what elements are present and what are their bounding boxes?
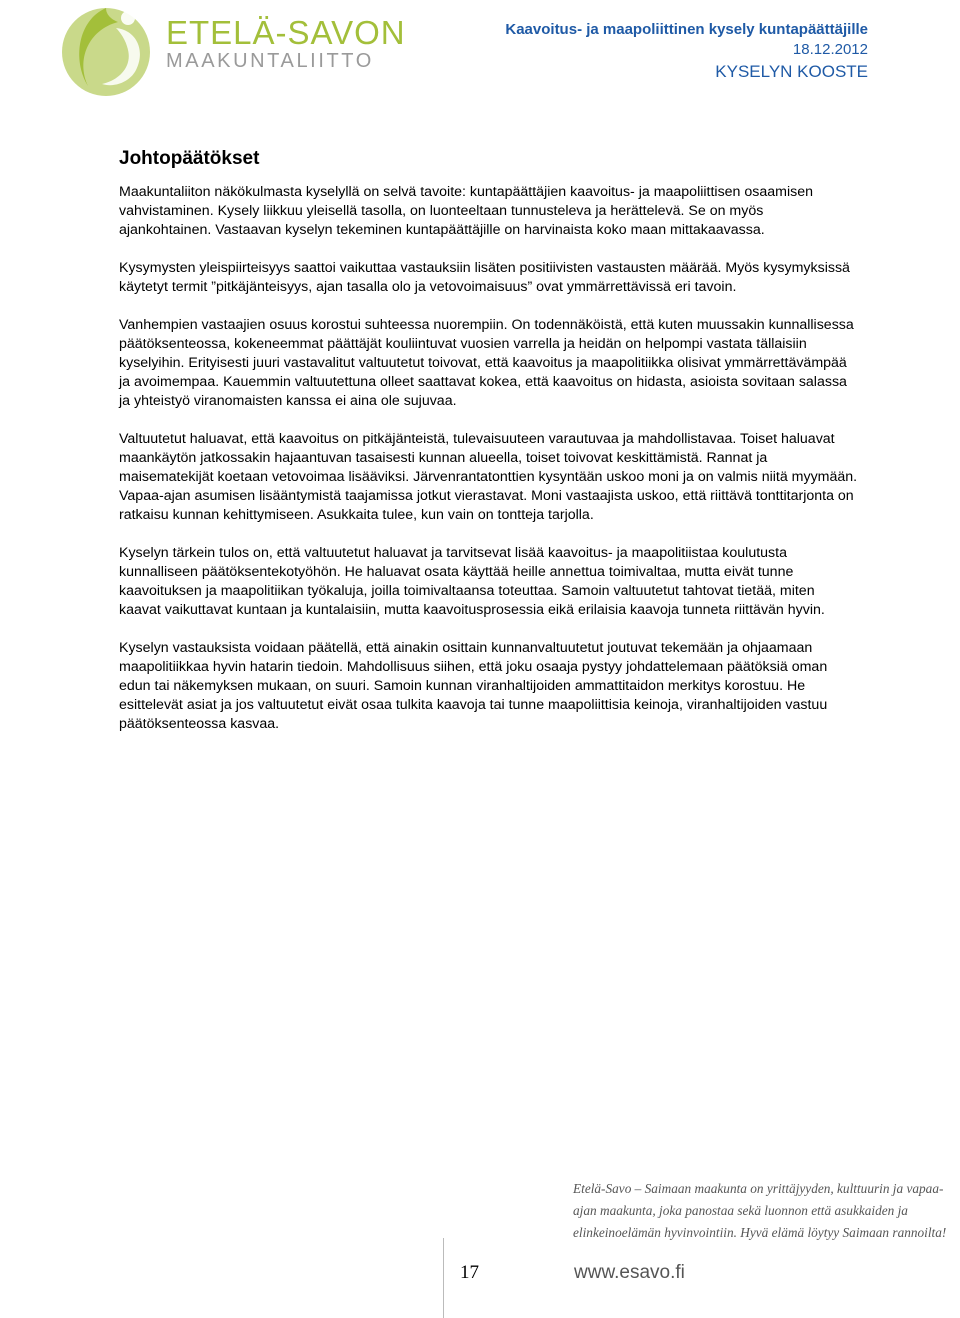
footer-divider bbox=[443, 1238, 444, 1318]
document-date: 18.12.2012 bbox=[792, 41, 868, 58]
tagline-line: elinkeinoelämän hyvinvointiin. Hyvä elämä löytyy Saimaan rannoilta! bbox=[573, 1225, 947, 1240]
section-heading: Johtopäätökset bbox=[119, 148, 260, 169]
main-content bbox=[119, 147, 859, 753]
paragraph: Kyselyn tärkein tulos on, että valtuutetut haluavat ja tarvitsevat lisää kaavoitus- ja maapolitiistaa koulutusta kunnalliseen päätöksentekotyöhön. He haluavat osata käyttää heille annettua toimivaltaa, mutta eivät tunne kaavoituksen ja maapolitiikan työkaluja, joilla toimivaltaansa toteuttaa. Samoin valtuutetut tahtovat tietää, miten kaavat vaikuttavat kuntaan ja kuntalaisiin, mutta kaavoitusprosessia eikä erilaisia kaavoja tunneta riittävän hyvin. bbox=[119, 545, 825, 618]
document-subtitle: KYSELYN KOOSTE bbox=[715, 62, 868, 81]
logo-emblem-icon bbox=[58, 0, 163, 100]
document-title: Kaavoitus- ja maapoliittinen kysely kuntapäättäjille bbox=[505, 21, 868, 38]
paragraph: Vanhempien vastaajien osuus korostui suhteessa nuorempiin. On todennäköistä, että kuten muussakin kunnallisessa päätöksenteossa, kokeneemmat päättäjät kouliintuvat vuosien varrella ja heidän on helpompi vastata tällaisiin kyselyihin. Erityisesti juuri vastavalitut valtuutetut toivovat, että kaavoitus ja maapolitiikka olisivat ymmärrettävämpää ja avoimempaa. Kauemmin valtuutettuna olleet saattavat kokea, että kaavoitus on hidasta, asioista sovitaan salassa ja yhteistyö viranomaisten kanssa ei aina ole sujuvaa. bbox=[119, 317, 854, 409]
document-header bbox=[505, 20, 868, 84]
footer-website-link[interactable]: www.esavo.fi bbox=[574, 1262, 685, 1283]
logo-text-primary: ETELÄ-SAVON bbox=[166, 14, 406, 51]
paragraph: Kyselyn vastauksista voidaan päätellä, että ainakin osittain kunnanvaltuutetut joutuvat tekemään ja ohjaamaan maapolitiikkaa hyvin hatarin tiedoin. Mahdollisuus siihen, että joku osaaja pystyy johdattelemaan päätöksiä oman edun tai näkemyksen mukaan, on suuri. Samoin kunnan viranhaltijoiden ammattitaidon merkitys korostuu. He esittelevät asiat ja jos valtuutetut eivät osaa tulkita kaavoja tai tunne maapoliittisia keinoja, viranhaltijoiden vastuu päätöksenteossa kasvaa. bbox=[119, 640, 828, 732]
logo-text-secondary: MAAKUNTALIITTO bbox=[166, 50, 374, 72]
organization-logo bbox=[58, 0, 406, 100]
paragraph: Valtuutetut haluavat, että kaavoitus on pitkäjänteistä, tulevaisuuteen varautuvaa ja mahdollistavaa. Toiset haluavat maankäytön jatkossakin hajaantuvan tasaisesti kunnan alueella, toiset toivovat keskittämistä. Rannat ja maisematekijät koetaan vetovoimaa lisääviksi. Järvenrantatonttien kysyntään uskoo moni ja on valmis niitä myymään. Vapaa-ajan asumisen lisääntymistä taajamissa jotkut vierastavat. Moni vastaajista uskoo, että riittävä tonttitarjonta on ratkaisu kunnan kehittymiseen. Asukkaita tulee, kun vain on tontteja tarjolla. bbox=[119, 431, 858, 523]
paragraph: Maakuntaliiton näkökulmasta kyselyllä on selvä tavoite: kuntapäättäjien kaavoitus- ja maapoliittisen osaamisen vahvistaminen. Kysely liikkuu yleisellä tasolla, on luonteeltaan tunnusteleva ja herättelevä. Se on myös ajankohtainen. Vastaavan kyselyn tekeminen kuntapäättäjille on harvinaista koko maan mittakaavassa. bbox=[119, 184, 813, 238]
tagline-line: ajan maakunta, joka panostaa sekä luonnon että asukkaiden ja bbox=[573, 1203, 908, 1218]
page-number: 17 bbox=[460, 1262, 479, 1283]
paragraph: Kysymysten yleispiirteisyys saattoi vaikuttaa vastauksiin lisäten positiivisten vastausten määrää. Myös kysymyksissä käytetyt termit ”pitkäjänteisyys, ajan tasalla olo ja vetovoimaisuus” ovat ymmärrettävissä eri tavoin. bbox=[119, 260, 850, 295]
tagline-line: Etelä-Savo – Saimaan maakunta on yrittäjyyden, kulttuurin ja vapaa- bbox=[573, 1181, 944, 1196]
footer-tagline bbox=[573, 1178, 953, 1244]
